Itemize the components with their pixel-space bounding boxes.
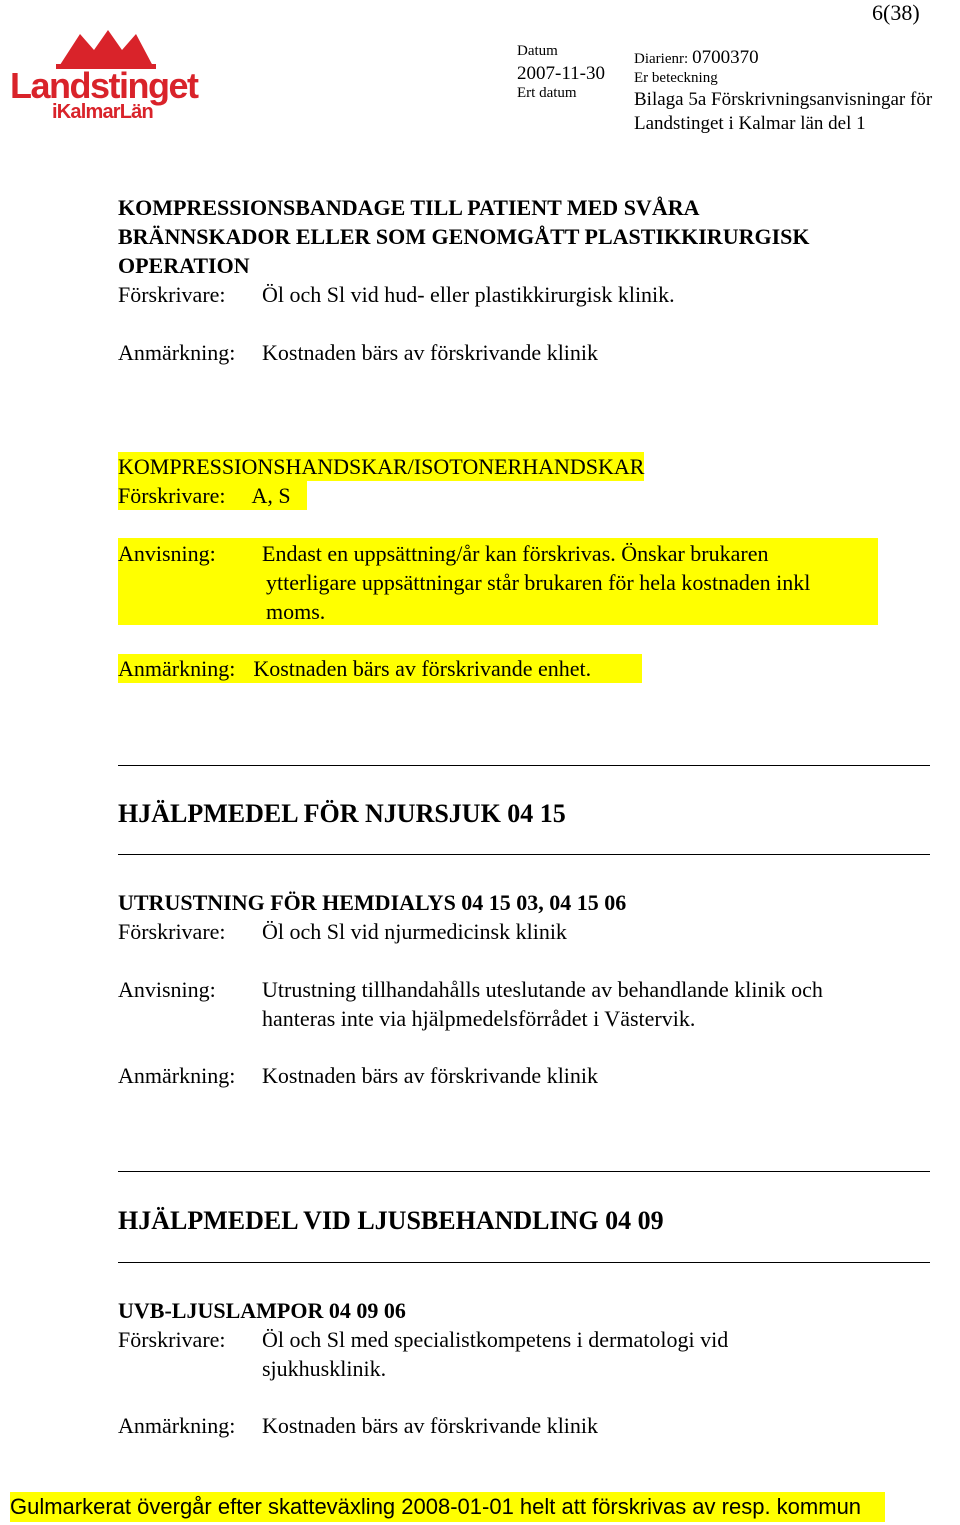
section1-heading-line2: BRÄNNSKADOR ELLER SOM GENOMGÅTT PLASTIKKIRURGISK — [118, 224, 810, 249]
section1-forskrivare-label: Förskrivare: — [118, 282, 226, 307]
section3-subheading: UTRUSTNING FÖR HEMDIALYS 04 15 03, 04 15 06 — [118, 890, 627, 915]
section1-heading-line3: OPERATION — [118, 253, 250, 278]
page-number: 6(38) — [872, 0, 920, 25]
section2-forskrivare-value: A, S — [251, 483, 291, 508]
section2-anvisning-label: Anvisning: — [118, 541, 216, 566]
section2-anvisning-line1: Endast en uppsättning/år kan förskrivas. Önskar brukaren — [262, 541, 769, 566]
section3-title: HJÄLPMEDEL FÖR NJURSJUK 04 15 — [118, 799, 566, 828]
section4-forskrivare-line1: Öl och Sl med specialistkompetens i dermatologi vid — [262, 1327, 729, 1352]
landstinget-logo — [10, 28, 198, 124]
divider — [118, 1262, 930, 1263]
section2-anmarkning-label: Anmärkning: — [118, 656, 236, 681]
section4-anmarkning-label: Anmärkning: — [118, 1413, 236, 1438]
section4-forskrivare-label: Förskrivare: — [118, 1327, 226, 1352]
section2-forskrivare-label: Förskrivare: — [118, 483, 226, 508]
section4-subheading: UVB-LJUSLAMPOR 04 09 06 — [118, 1298, 406, 1323]
section4-forskrivare-line2: sjukhusklinik. — [262, 1356, 387, 1381]
divider — [118, 1171, 930, 1172]
section3-anvisning-line2: hanteras inte via hjälpmedelsförrådet i Västervik. — [262, 1006, 696, 1031]
crown-icon — [50, 28, 160, 70]
section1-heading-line1: KOMPRESSIONSBANDAGE TILL PATIENT MED SVÅRA — [118, 195, 700, 220]
diarienr — [634, 46, 759, 70]
section3-anmarkning-label: Anmärkning: — [118, 1063, 236, 1088]
section2-anmarkning-value: Kostnaden bärs av förskrivande enhet. — [253, 656, 592, 681]
footer-note: Gulmarkerat övergår efter skatteväxling 2008-01-01 helt att förskrivas av resp. kommun — [10, 1492, 885, 1522]
section2-anmarkning — [118, 654, 642, 683]
divider — [118, 854, 930, 855]
section1-anmarkning-label: Anmärkning: — [118, 340, 236, 365]
section3-forskrivare-value: Öl och Sl vid njurmedicinsk klinik — [262, 919, 567, 944]
section3-anvisning-label: Anvisning: — [118, 977, 216, 1002]
section1-anmarkning-value: Kostnaden bärs av förskrivande klinik — [262, 340, 599, 365]
logo-wordmark: Landstinget — [10, 65, 198, 106]
section2-forskrivare — [118, 481, 307, 510]
section1-forskrivare-value: Öl och Sl vid hud- eller plastikkirurgisk klinik. — [262, 282, 675, 307]
logo-subtitle: iKalmarLän — [52, 101, 153, 123]
datum-value: 2007-11-30 — [517, 63, 605, 84]
ert-datum-label: Ert datum — [517, 85, 577, 101]
section3-anmarkning-value: Kostnaden bärs av förskrivande klinik — [262, 1063, 599, 1088]
document-title-line1: Bilaga 5a Förskrivningsanvisningar för — [634, 89, 933, 110]
section2-heading: KOMPRESSIONSHANDSKAR/ISOTONERHANDSKAR — [118, 454, 645, 479]
diarienr-value: 0700370 — [692, 47, 759, 68]
section3-anvisning-line1: Utrustning tillhandahålls uteslutande av behandlande klinik och — [262, 977, 823, 1002]
diarienr-label: Diarienr: — [634, 51, 689, 67]
section3-forskrivare-label: Förskrivare: — [118, 919, 226, 944]
section4-anmarkning-value: Kostnaden bärs av förskrivande klinik — [262, 1413, 599, 1438]
document-title-line2: Landstinget i Kalmar län del 1 — [634, 113, 866, 134]
divider — [118, 765, 930, 766]
section2-anvisning-line2: ytterligare uppsättningar står brukaren för hela kostnaden inkl — [266, 570, 811, 595]
er-beteckning-label: Er beteckning — [634, 70, 718, 86]
datum-label: Datum — [517, 43, 558, 59]
section4-title: HJÄLPMEDEL VID LJUSBEHANDLING 04 09 — [118, 1206, 664, 1235]
section2-anvisning-line3: moms. — [266, 599, 326, 624]
